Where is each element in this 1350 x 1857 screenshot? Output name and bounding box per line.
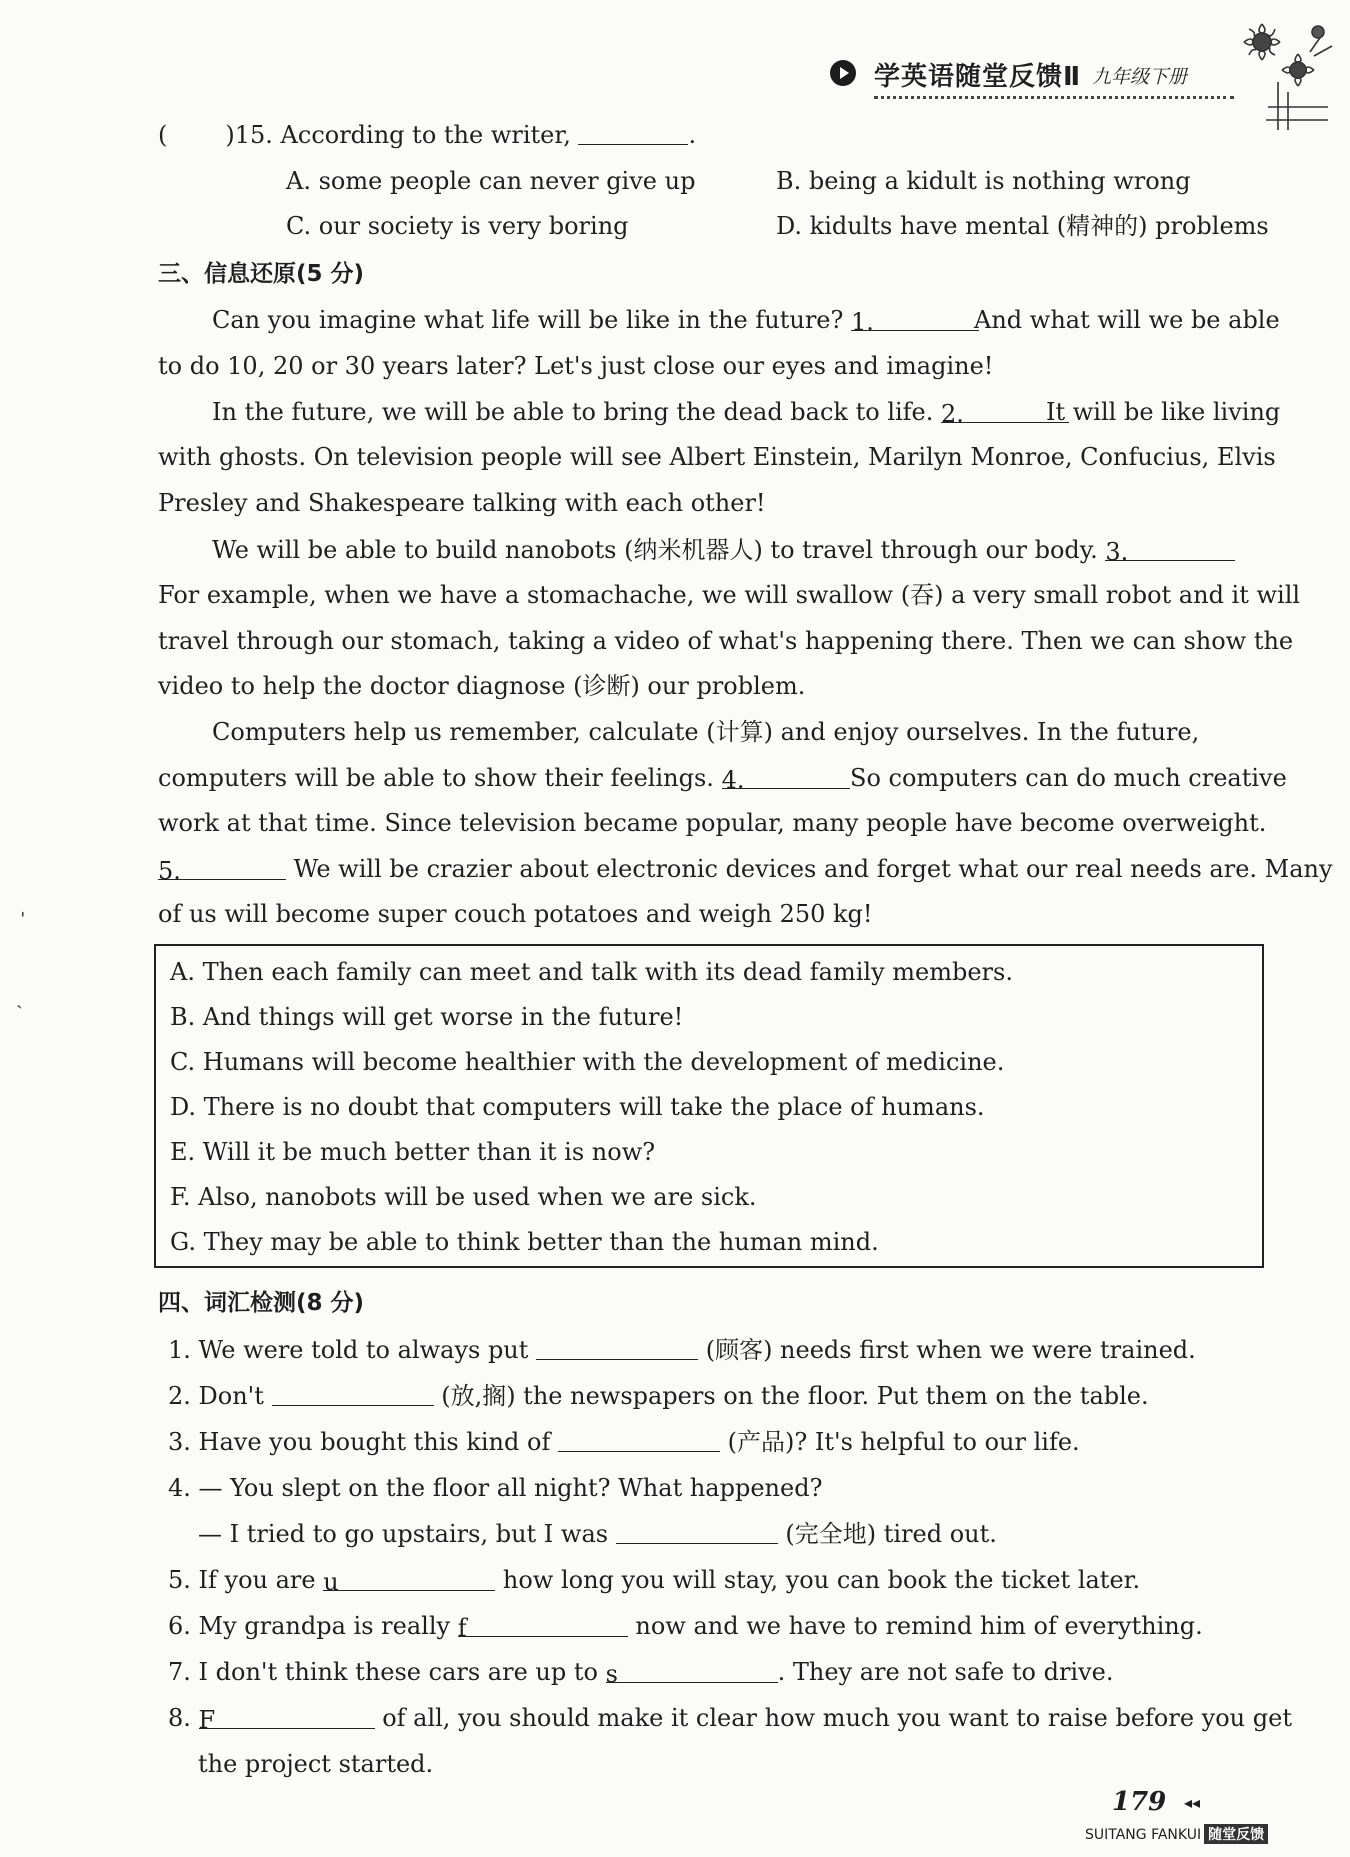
vocab-blank-5[interactable] <box>323 1567 495 1596</box>
passage-text: So computers can do much creative <box>850 764 1287 792</box>
vocab-blank-4[interactable] <box>616 1520 778 1544</box>
blank-number: 5. <box>158 857 181 885</box>
passage-text: Presley and Shakespeare talking with each other! <box>158 489 766 517</box>
section-3-title: 三、信息还原(5 分) <box>158 261 365 287</box>
passage-line <box>212 305 979 335</box>
scan-mark: ˎ <box>16 985 23 1009</box>
passage-text: computers will be able to show their feelings. <box>158 764 714 792</box>
first-letter-hint: f <box>457 1614 467 1642</box>
passage-line <box>158 763 850 793</box>
option-e: E. Will it be much better than it is now? <box>170 1138 656 1166</box>
header-title: 学英语随堂反馈Ⅱ <box>874 62 1082 92</box>
answer-paren-close: ) <box>225 121 235 149</box>
passage-text: We will be crazier about electronic devices and forget what our real needs are. Many <box>293 855 1333 883</box>
vocab-blank-2[interactable] <box>272 1382 434 1406</box>
vocab-item-4-response <box>198 1519 997 1549</box>
first-letter-hint: u <box>323 1568 339 1596</box>
item-text: (放,搁) the newspapers on the floor. Put them on the table. <box>441 1382 1149 1410</box>
header-dotted-rule <box>874 96 1234 99</box>
vocab-item-8 <box>168 1703 1292 1733</box>
question-15 <box>158 120 696 150</box>
item-text: 3. Have you bought this kind of <box>168 1428 551 1456</box>
option-f: F. Also, nanobots will be used when we are sick. <box>170 1183 757 1211</box>
vocab-item-7 <box>168 1657 1113 1687</box>
question-stem: 15. According to the writer, <box>234 121 571 149</box>
item-text: 7. I don't think these cars are up to <box>168 1658 598 1686</box>
blank-number: 1. <box>851 308 874 336</box>
vocab-blank-1[interactable] <box>536 1336 698 1360</box>
vocab-blank-3[interactable] <box>558 1428 720 1452</box>
vocab-item-3 <box>168 1427 1080 1457</box>
option-c: C. Humans will become healthier with the development of medicine. <box>170 1048 1005 1076</box>
passage-text: Computers help us remember, calculate (计算) and enjoy ourselves. In the future, <box>212 718 1200 746</box>
vocab-blank-8[interactable] <box>198 1705 375 1734</box>
option-a: A. some people can never give up <box>286 167 696 195</box>
item-text: (完全地) tired out. <box>785 1520 997 1548</box>
item-text: now and we have to remind him of everything. <box>635 1612 1203 1640</box>
first-letter-hint: s <box>605 1660 618 1688</box>
item-text: . They are not safe to drive. <box>777 1658 1114 1686</box>
passage-line <box>158 854 1333 884</box>
vocab-blank-7[interactable] <box>605 1659 778 1688</box>
vocab-item-1 <box>168 1335 1196 1365</box>
answer-paren-open: ( <box>158 121 168 149</box>
passage-blank-4[interactable] <box>721 765 850 794</box>
passage-text: In the future, we will be able to bring the dead back to life. <box>212 398 934 426</box>
option-d: D. kidults have mental (精神的) problems <box>776 212 1269 240</box>
passage-text: work at that time. Since television became popular, many people have become overweight. <box>158 809 1267 837</box>
first-letter-hint: F <box>198 1706 216 1734</box>
passage-line <box>212 397 1069 427</box>
page-number: 179 <box>1112 1787 1167 1817</box>
item-text: 6. My grandpa is really <box>168 1612 451 1640</box>
vocab-item-8-continued: the project started. <box>198 1750 434 1778</box>
passage-blank-5[interactable] <box>158 856 286 885</box>
passage-text: We will be able to build nanobots (纳米机器人) to travel through our body. <box>212 536 1098 564</box>
option-b: B. being a kidult is nothing wrong <box>776 167 1191 195</box>
passage-text: travel through our stomach, taking a video of what's happening there. Then we can show the <box>158 627 1294 655</box>
item-text: of all, you should make it clear how much you want to raise before you get <box>382 1704 1292 1732</box>
item-text: 1. We were told to always put <box>168 1336 529 1364</box>
play-icon <box>830 60 856 86</box>
item-text: (顾客) needs first when we were trained. <box>705 1336 1196 1364</box>
question-end: . <box>688 121 697 149</box>
header-grade: 九年级下册 <box>1092 66 1188 88</box>
option-d: D. There is no doubt that computers will take the place of humans. <box>170 1093 985 1121</box>
passage-text: Can you imagine what life will be like in the future? <box>212 306 844 334</box>
section-4-title: 四、词汇检测(8 分) <box>158 1290 365 1316</box>
option-g: G. They may be able to think better than the human mind. <box>170 1228 879 1256</box>
vocab-item-2 <box>168 1381 1149 1411</box>
passage-text: video to help the doctor diagnose (诊断) our problem. <box>158 672 806 700</box>
arrow-left-icon: ◂◂ <box>1184 1793 1201 1812</box>
vocab-item-6 <box>168 1611 1203 1641</box>
item-text: how long you will stay, you can book the ticket later. <box>502 1566 1141 1594</box>
passage-text: of us will become super couch potatoes and weigh 250 kg! <box>158 900 873 928</box>
passage-text: It will be like living <box>1046 398 1281 426</box>
passage-blank-1[interactable] <box>851 307 979 336</box>
brand-tag: 随堂反馈 <box>1204 1824 1268 1844</box>
footer-brand <box>1085 1824 1268 1844</box>
item-text: 8. <box>168 1704 191 1732</box>
vocab-item-5 <box>168 1565 1140 1595</box>
passage-text: For example, when we have a stomachache, we will swallow (吞) a very small robot and it will <box>158 581 1301 609</box>
blank-number: 3. <box>1105 538 1129 566</box>
passage-line <box>212 535 1235 565</box>
passage-text: And what will we be able <box>974 306 1280 334</box>
page-header <box>830 52 1250 108</box>
vocab-blank-6[interactable] <box>457 1613 628 1642</box>
flower-decoration-icon <box>1228 12 1338 132</box>
vocab-item-4: 4. — You slept on the floor all night? What happened? <box>168 1474 823 1502</box>
scan-mark: ˈ <box>20 908 26 932</box>
item-text: — I tried to go upstairs, but I was <box>198 1520 609 1548</box>
option-c: C. our society is very boring <box>286 212 629 240</box>
item-text: 2. Don't <box>168 1382 264 1410</box>
brand-text: SUITANG FANKUI <box>1085 1827 1202 1843</box>
passage-blank-3[interactable] <box>1105 537 1235 566</box>
option-b: B. And things will get worse in the future! <box>170 1003 684 1031</box>
item-text: (产品)? It's helpful to our life. <box>727 1428 1080 1456</box>
blank-number: 4. <box>721 766 745 794</box>
passage-text: with ghosts. On television people will see Albert Einstein, Marilyn Monroe, Confucius, Elvis <box>158 443 1276 471</box>
item-text: 5. If you are <box>168 1566 316 1594</box>
option-a: A. Then each family can meet and talk with its dead family members. <box>170 958 1013 986</box>
answer-blank[interactable] <box>578 121 688 145</box>
passage-text: to do 10, 20 or 30 years later? Let's just close our eyes and imagine! <box>158 352 994 380</box>
blank-number: 2. <box>941 400 964 428</box>
